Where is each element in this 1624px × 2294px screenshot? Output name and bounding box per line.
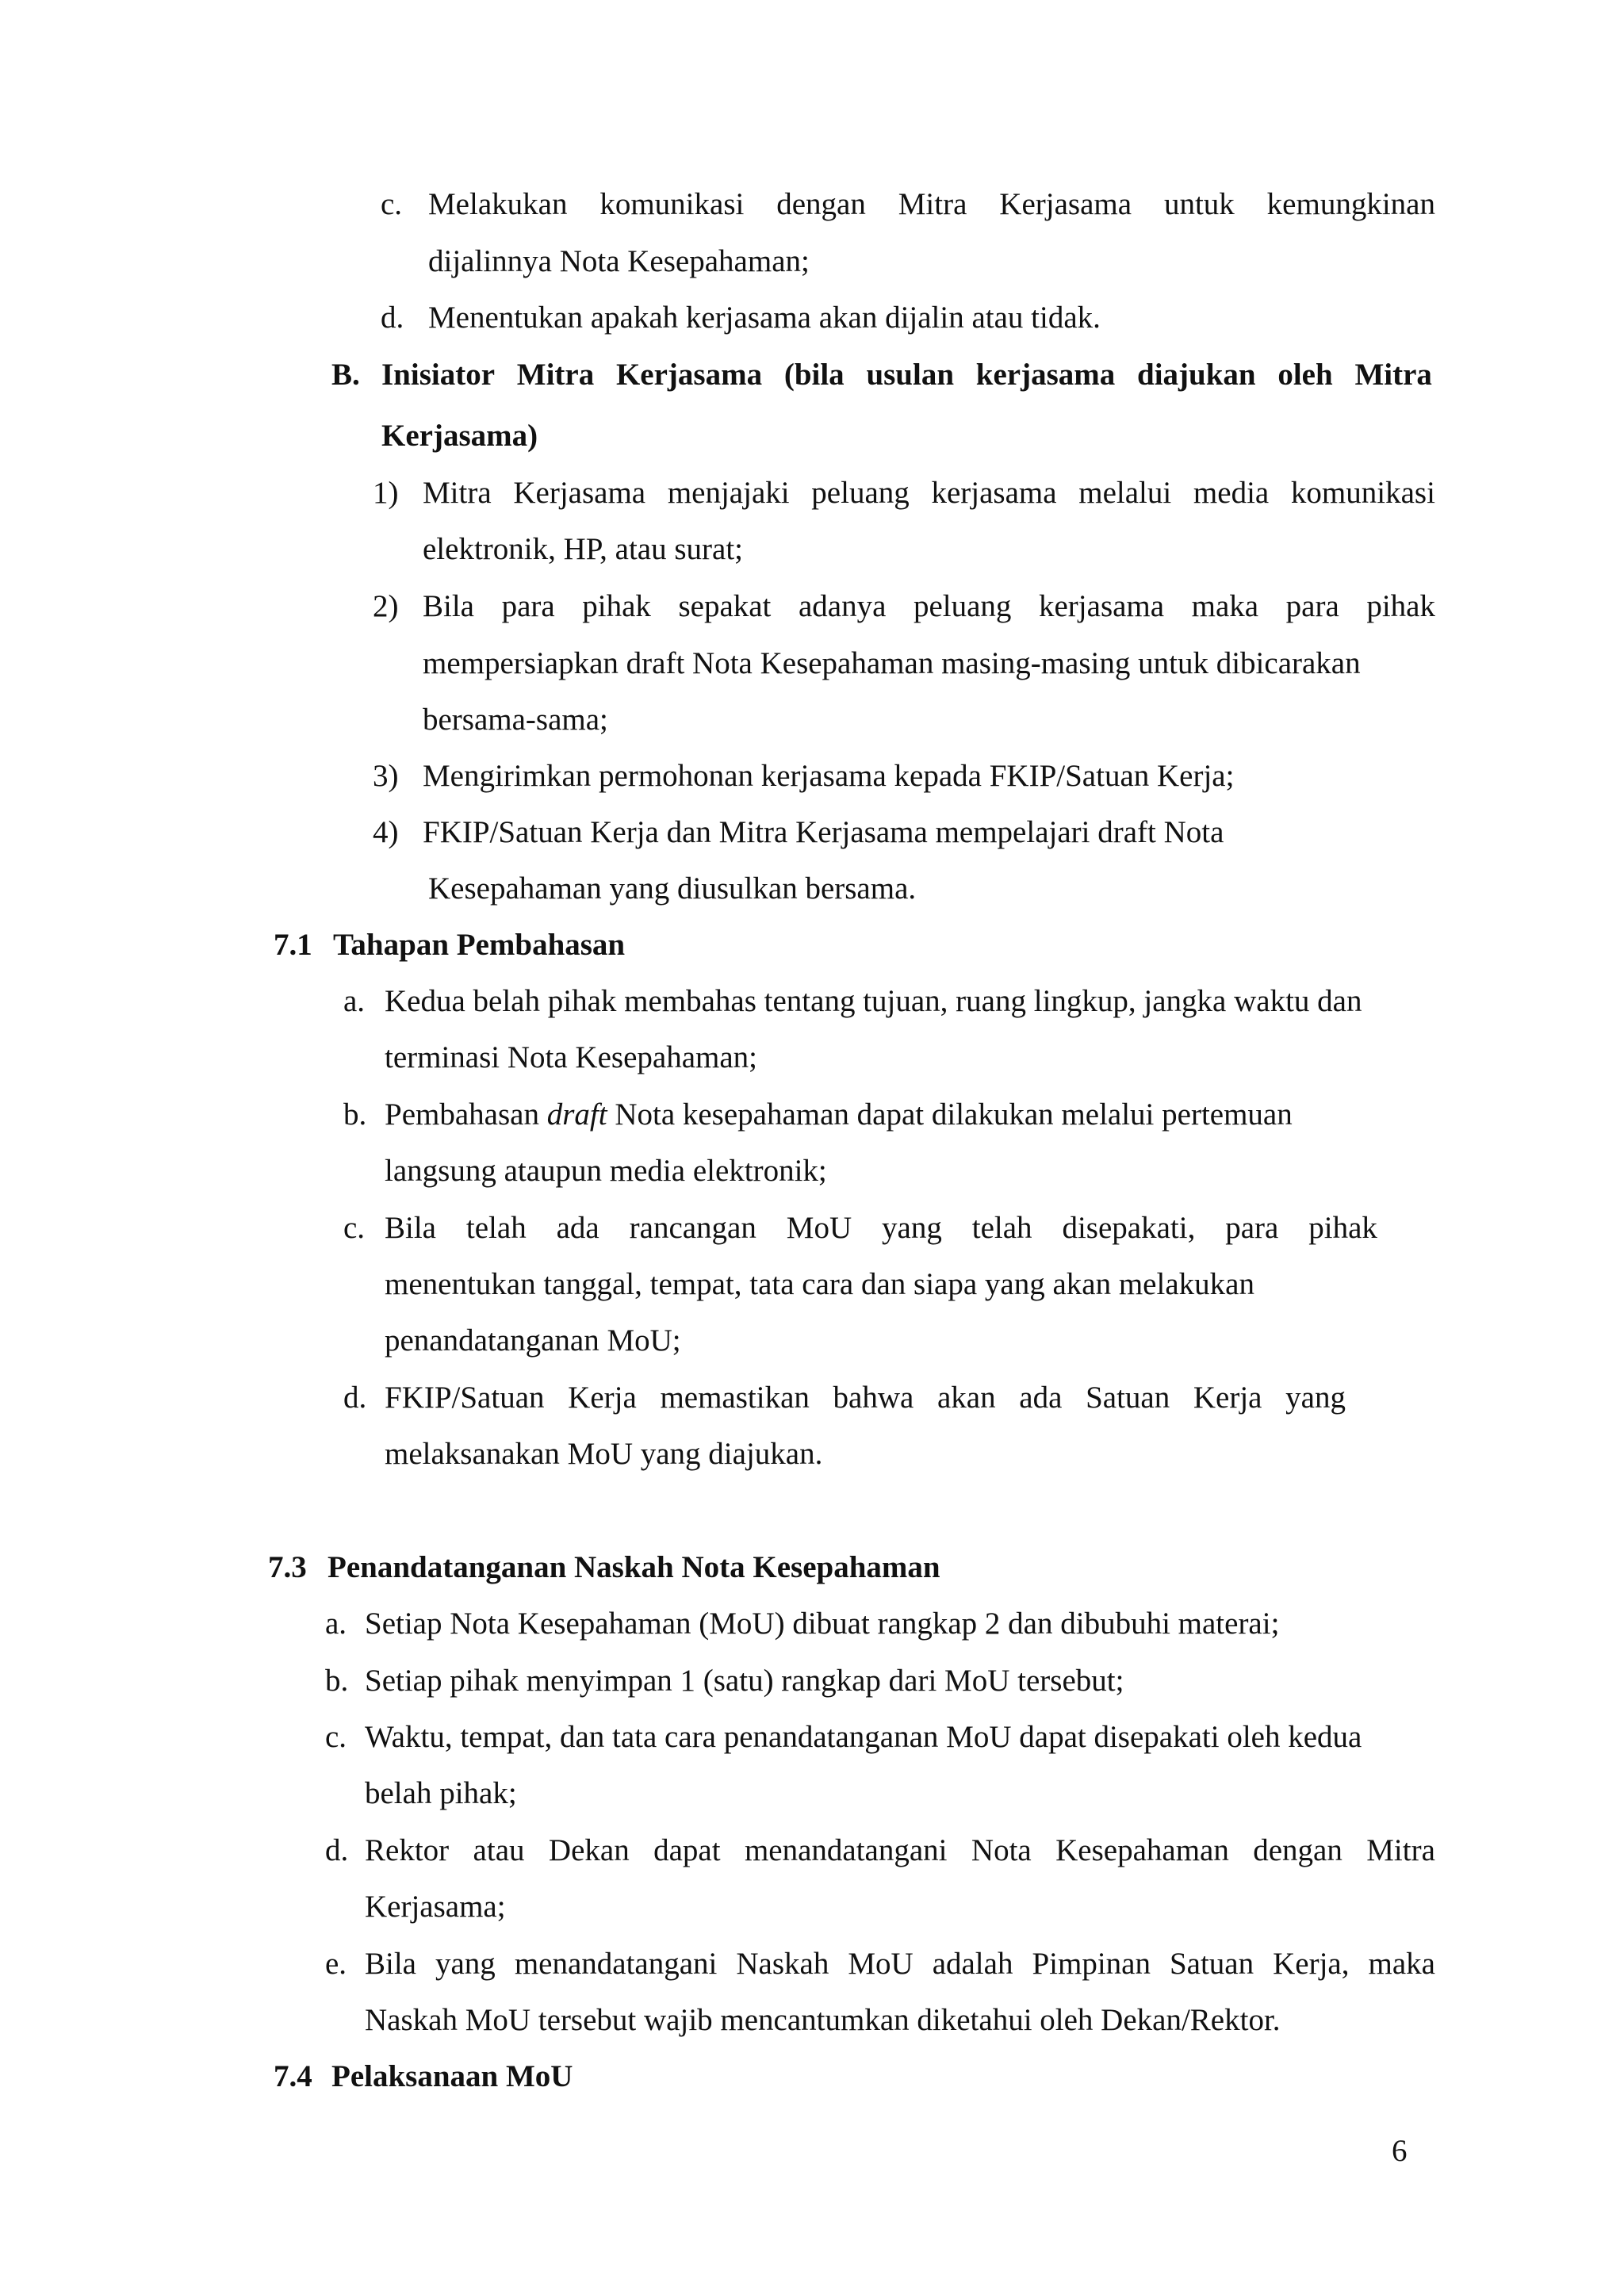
word: Kerja <box>568 1381 637 1415</box>
word: (bila <box>783 358 845 392</box>
list-item-text: Mengirimkan permohonan kerjasama kepada FKIP/Satuan Kerja; <box>423 759 1235 793</box>
list-item-text: Setiap pihak menyimpan 1 (satu) rangkap dari MoU tersebut; <box>365 1664 1124 1698</box>
list-item-text: dijalinnya Nota Kesepahaman; <box>428 244 810 278</box>
list-marker: b. <box>343 1097 367 1132</box>
list-marker: e. <box>325 1947 347 1981</box>
word: diajukan <box>1137 358 1256 392</box>
list-item-text: belah pihak; <box>365 1776 517 1810</box>
word: atau <box>473 1833 525 1867</box>
word: Naskah <box>736 1947 829 1981</box>
word: melalui <box>1078 476 1172 510</box>
word: Melakukan <box>428 187 568 221</box>
section-number: 7.4 <box>274 2059 312 2093</box>
word: Nota <box>971 1833 1032 1867</box>
word: menandatangani <box>744 1833 948 1867</box>
list-item-text: Menentukan apakah kerjasama akan dijalin atau tidak. <box>428 301 1101 335</box>
word: Kerjasama <box>513 476 646 510</box>
list-item-text: Kerjasama; <box>365 1890 506 1924</box>
word: kerjasama <box>975 358 1116 392</box>
section-title <box>381 359 1432 390</box>
list-item-text: elektronik, HP, atau surat; <box>423 532 743 566</box>
list-marker: b. <box>325 1664 349 1698</box>
word: peluang <box>811 476 910 510</box>
word: kerjasama <box>1039 589 1165 623</box>
word: media <box>1193 476 1270 510</box>
word: adalah <box>932 1947 1013 1981</box>
list-marker: d. <box>325 1833 349 1867</box>
word: menandatangani <box>514 1947 718 1981</box>
word: Kesepahaman <box>1055 1833 1229 1867</box>
list-item-text: FKIP/Satuan Kerja dan Mitra Kerjasama mempelajari draft Nota <box>423 815 1224 849</box>
word: yang <box>435 1947 496 1981</box>
word: kemungkinan <box>1266 187 1435 221</box>
list-marker: 2) <box>373 589 399 623</box>
list-marker: c. <box>343 1211 366 1245</box>
list-item-text: langsung ataupun media elektronik; <box>385 1154 827 1188</box>
list-item-text <box>423 591 1435 622</box>
word: para <box>501 589 555 623</box>
word: Satuan <box>1086 1381 1170 1415</box>
list-marker: 3) <box>373 759 399 793</box>
word: Rektor <box>365 1833 450 1867</box>
word: para <box>1225 1211 1279 1245</box>
word: rancangan <box>629 1211 756 1245</box>
word: FKIP/Satuan <box>385 1381 545 1415</box>
word: menjajaki <box>667 476 790 510</box>
word: Bila <box>385 1211 436 1245</box>
list-item-text: menentukan tanggal, tempat, tata cara dan siapa yang akan melakukan <box>385 1267 1254 1301</box>
word: telah <box>971 1211 1032 1245</box>
word: ada <box>1019 1381 1063 1415</box>
word: Mitra <box>1366 1833 1435 1867</box>
list-item-text: terminasi Nota Kesepahaman; <box>385 1040 757 1074</box>
section-title: Kerjasama) <box>381 419 538 453</box>
word: bahwa <box>833 1381 914 1415</box>
word: Kerjasama <box>615 358 763 392</box>
list-item-text: melaksanakan MoU yang diajukan. <box>385 1437 823 1471</box>
word: Pimpinan <box>1032 1947 1151 1981</box>
word: dengan <box>1253 1833 1342 1867</box>
list-marker: a. <box>325 1607 347 1641</box>
word: dapat <box>653 1833 721 1867</box>
word: Bila <box>423 589 474 623</box>
italic-term: draft <box>546 1097 607 1132</box>
word: Mitra <box>516 358 595 392</box>
word: Kerja <box>1193 1381 1262 1415</box>
word: Mitra <box>423 476 492 510</box>
word: para <box>1285 589 1339 623</box>
list-item-text: Setiap Nota Kesepahaman (MoU) dibuat rangkap 2 dan dibubuhi materai; <box>365 1607 1280 1641</box>
word: Inisiator <box>381 358 496 392</box>
word: maka <box>1191 589 1259 623</box>
list-item-text: Naskah MoU tersebut wajib mencantumkan diketahui oleh Dekan/Rektor. <box>365 2003 1281 2037</box>
text-run: Nota kesepahaman dapat dilakukan melalui pertemuan <box>607 1097 1293 1132</box>
list-item-text <box>385 1382 1346 1413</box>
section-heading: Penandatanganan Naskah Nota Kesepahaman <box>327 1550 940 1584</box>
word: komunikasi <box>599 187 745 221</box>
section-heading: Pelaksanaan MoU <box>331 2059 573 2093</box>
word: ada <box>556 1211 599 1245</box>
word: maka <box>1368 1947 1435 1981</box>
word: MoU <box>848 1947 914 1981</box>
list-item-text <box>423 477 1435 508</box>
list-marker: c. <box>325 1720 347 1754</box>
list-item-text: Kesepahaman yang diusulkan bersama. <box>428 871 917 906</box>
word: adanya <box>798 589 887 623</box>
section-number: 7.3 <box>268 1550 307 1584</box>
word: pihak <box>1366 589 1435 623</box>
section-marker: B. <box>331 358 360 392</box>
list-item-text <box>365 1835 1435 1866</box>
section-heading: Tahapan Pembahasan <box>333 928 626 962</box>
word: Kerjasama <box>999 187 1132 221</box>
list-marker: 1) <box>373 476 399 510</box>
list-item-text: Waktu, tempat, dan tata cara penandatanganan MoU dapat disepakati oleh kedua <box>365 1720 1362 1754</box>
word: dengan <box>776 187 866 221</box>
word: MoU <box>786 1211 852 1245</box>
list-item-text: mempersiapkan draft Nota Kesepahaman masing-masing untuk dibicarakan <box>423 646 1361 680</box>
list-item-text <box>385 1099 1293 1130</box>
list-marker: d. <box>381 301 404 335</box>
word: Mitra <box>898 187 967 221</box>
word: telah <box>465 1211 527 1245</box>
page-number: 6 <box>1392 2134 1408 2168</box>
list-item-text: Kedua belah pihak membahas tentang tujuan, ruang lingkup, jangka waktu dan <box>385 984 1362 1018</box>
word: yang <box>882 1211 942 1245</box>
word: oleh <box>1277 358 1333 392</box>
list-marker: d. <box>343 1381 367 1415</box>
list-item-text: bersama-sama; <box>423 703 608 737</box>
word: untuk <box>1163 187 1235 221</box>
word: akan <box>937 1381 996 1415</box>
text-run: Pembahasan <box>385 1097 547 1132</box>
word: Kerja, <box>1273 1947 1350 1981</box>
word: yang <box>1285 1381 1346 1415</box>
section-number: 7.1 <box>274 928 312 962</box>
word: Dekan <box>548 1833 630 1867</box>
list-marker: 4) <box>373 815 399 849</box>
word: disepakati, <box>1062 1211 1196 1245</box>
word: Mitra <box>1354 358 1432 392</box>
list-item-text: penandatanganan MoU; <box>385 1323 681 1358</box>
word: peluang <box>913 589 1012 623</box>
word: kerjasama <box>931 476 1057 510</box>
word: sepakat <box>678 589 772 623</box>
list-item-text <box>385 1212 1377 1243</box>
word: komunikasi <box>1290 476 1435 510</box>
word: memastikan <box>660 1381 810 1415</box>
word: pihak <box>582 589 651 623</box>
word: Bila <box>365 1947 416 1981</box>
list-marker: a. <box>343 984 366 1018</box>
list-item-text <box>365 1948 1435 1979</box>
list-item-text <box>428 189 1435 220</box>
word: Satuan <box>1169 1947 1254 1981</box>
word: pihak <box>1308 1211 1377 1245</box>
list-marker: c. <box>381 187 403 221</box>
word: usulan <box>866 358 955 392</box>
